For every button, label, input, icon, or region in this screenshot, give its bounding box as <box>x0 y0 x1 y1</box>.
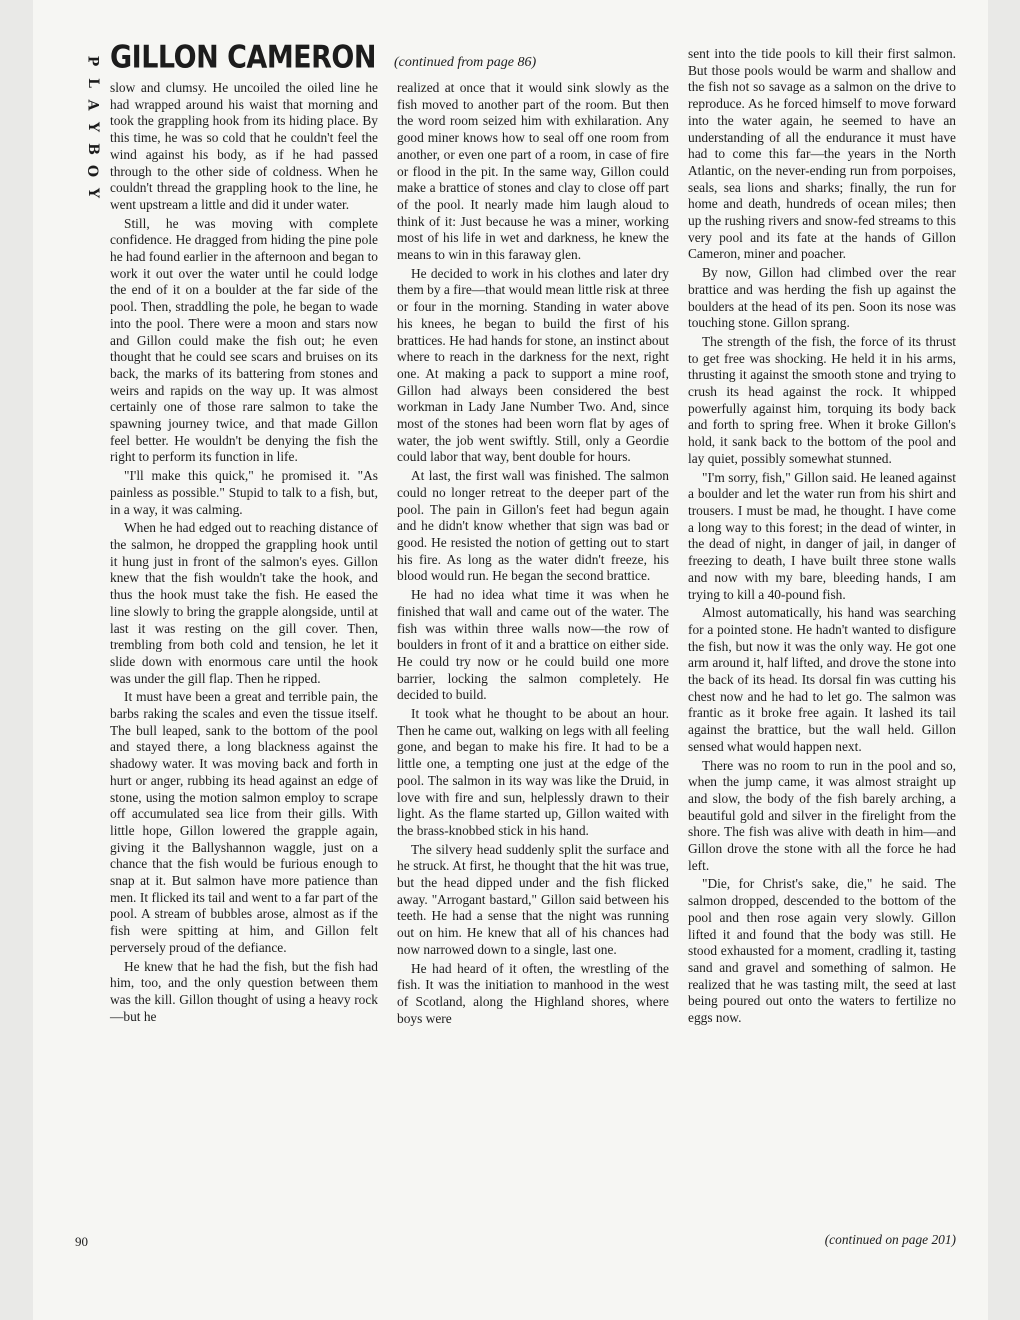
article-title: GILLON CAMERON <box>110 39 376 76</box>
paragraph: Almost automatically, his hand was searching for a pointed stone. He hadn't wanted to disfigure the fish, but now it was the only way. He got one arm around it, half lifted, and drove the stone into the back of its head. Its dorsal fin was cutting his chest now and he had to let go. The salmon was frantic as it broke free again. It lashed its tail against the brattice, but the wall held. Gillon sensed what would happen next. <box>688 605 956 754</box>
masthead-letter: A <box>84 99 101 111</box>
paragraph: There was no room to run in the pool and so, when the jump came, it was almost straight up and slow, the body of the fish barely arching, a beautiful gold and silver in the firelight from the shore. The fish was alive with death in him—and Gillon drove the stone with all the force he had left. <box>688 757 956 873</box>
paragraph: sent into the tide pools to kill their first salmon. But those pools would be warm and shallow and the fish not so savage as a salmon on the drive to reproduce. As he forced himself to move forward into the water again, he seemed to have an understanding of all the endurance it must have had to come this far—the years in the North Atlantic, on the never-ending run from porpoises, seals, sea lions and sharks; finally, the run for home and death, hundreds of ocean miles; then up the rushing rivers and snow-fed streams to this very pool and its fate at the hands of Gillon Cameron, miner and poacher. <box>688 46 956 262</box>
text-column-2 <box>397 80 669 1027</box>
paragraph: It took what he thought to be about an hour. Then he came out, walking on legs with all feeling gone, and began to make his fire. It had to be a little one, a tempting one just at the edge of the pool. The salmon in its way was like the Druid, in love with fire and sun, helplessly drawn to their light. As the flame started up, Gillon waited with the brass-knobbed stick in his hand. <box>397 706 669 838</box>
paragraph: slow and clumsy. He uncoiled the oiled line he had wrapped around his waist that morning and took the grappling hook from its hiding place. By this time, he was so cold that he couldn't feel the wind against his body, as if he had passed through to the other side of coldness. When he couldn't thread the grappling hook to the line, he went upstream a little and did it under water. <box>110 80 378 212</box>
continued-from-note: (continued from page 86) <box>393 55 537 70</box>
paragraph: He decided to work in his clothes and later dry them by a fire—that would mean little risk at three or four in the morning. Standing in water above his knees, he began to build the first of his brattices. He had hands for stone, an instinct about where to reach in the darkness for the next, right one. At making a pack to support a mine roof, Gillon had always been considered the best workman in Lady Jane Number Two. And, since most of the stones had been worn flat by ages of water, the job went swiftly. Still, only a Geordie could labor that way, bent double for hours. <box>397 265 669 465</box>
paragraph: Still, he was moving with complete confidence. He dragged from hiding the pine pole he had found earlier in the afternoon and began to work it out over the water until he could lodge the end of it on a boulder at the far side of the pool. Then, straddling the pole, he began to wade into the pool. There were a moon and stars now and Gillon could make the fish out; he even thought that he could see scars and bruises on its back, the marks of its battering from stones and weirs and rapids on the way up. It was almost certainly one of those rare salmon to take the spawning journey twice, and that made Gillon feel better. He wouldn't be denying the fish the right to perform its function in life. <box>110 215 378 465</box>
paragraph: realized at once that it would sink slowly as the fish moved to another part of the room. But then the word room seized him with exhilaration. Any good miner knows how to seal off one room from another, or even one part of a room, in case of fire or flood in the pit. In the same way, Gillon could make a brattice of stones and clay to close off part of the pool. It nearly made him laugh aloud to think of it: Just because he was a miner, working most of his life in wet and darkness, he knew the means to win in this faraway glen. <box>397 80 669 263</box>
article-header <box>110 39 670 76</box>
masthead-letter: O <box>84 164 101 178</box>
masthead-letter: Y <box>84 122 101 132</box>
paragraph: At last, the first wall was finished. The salmon could no longer retreat to the deeper part of the pool. The pain in Gillon's feet had begun again and he didn't know whether that sign was bad or good. He resisted the notion of getting out to start his fire. As long as the water didn't freeze, his blood would run. He began the second brattice. <box>397 468 669 584</box>
page-number: 90 <box>75 1234 88 1249</box>
text-column-3 <box>688 46 956 1027</box>
paragraph: "I'll make this quick," he promised it. "As painless as possible." Stupid to talk to a fish, but, in a way, it was calming. <box>110 468 378 517</box>
masthead-letter: L <box>84 78 101 88</box>
paragraph: "Die, for Christ's sake, die," he said. The salmon dropped, descended to the bottom of the pool and then rose again very slowly. Gillon lifted it and found that the body was still. He stood exhausted for a moment, cradling it, tasting sand and gravel and something of salmon. He realized that he was tasting milt, the seed at last being poured out onto the waters to fertilize no eggs now. <box>688 876 956 1026</box>
paragraph: When he had edged out to reaching distance of the salmon, he dropped the grappling hook until it hung just in front of the salmon's eyes. Gillon knew that the fish wouldn't take the hook, and thus the hook must take the fish. He eased the line slowly to bring the grapple alongside, until at last it was resting on the gill cover. Then, trembling from both cold and tension, he let it slide down with enormous care until the hook was under the gill flap. Then he ripped. <box>110 520 378 686</box>
continued-on-note: (continued on page 201) <box>824 1232 956 1247</box>
paragraph: He had no idea what time it was when he finished that wall and came out of the water. The fish was within three walls now—the row of boulders in front of it and a brattice on either side. He could try now or he could build one more barrier, locking the salmon completely. He decided to build. <box>397 587 669 703</box>
paragraph: He had heard of it often, the wrestling of the fish. It was the initiation to manhood in the west of Scotland, along the Highland shores, where boys were <box>397 960 669 1026</box>
paragraph: It must have been a great and terrible pain, the barbs raking the scales and even the tissue itself. The bull leaped, sank to the bottom of the pool and stayed there, a long blackness against the shadowy water. It was moving back and forth in hurt or anger, rubbing its head against an edge of stone, using the motion salmon employ to scrape off accumulated sea lice from their gills. With little hope, Gillon lowered the grapple again, giving it the Ballyshannon waggle, just on a chance that the fish would be furious enough to snap at it. But salmon have more patience than men. It flicked its tail and went to a far part of the pool. A stream of bubbles arose, almost as if the fish were spitting at him, and Gillon felt perversely proud of the defiance. <box>110 689 378 955</box>
masthead-letter: Y <box>84 188 101 198</box>
paragraph: He knew that he had the fish, but the fish had him, too, and the only question between them was the kill. Gillon thought of using a heavy rock—but he <box>110 958 378 1024</box>
playboy-masthead <box>75 50 110 204</box>
paragraph: The silvery head suddenly split the surface and he struck. At first, he thought that the hit was true, but the head dipped under and the fish flicked away. "Arrogant bastard," Gillon said between his teeth. He had a sense that the night was running out on him. He knew that all of his chances had now narrowed down to a single, last one. <box>397 841 669 957</box>
masthead-letter: P <box>84 55 101 67</box>
paragraph: By now, Gillon had climbed over the rear brattice and was herding the fish up against the boulders at the head of its pen. Soon its nose was touching stone. Gillon sprang. <box>688 265 956 331</box>
masthead-letter: B <box>84 143 101 155</box>
text-column-1 <box>110 80 378 1025</box>
paragraph: The strength of the fish, the force of its thrust to get free was shocking. He held it in his arms, thrusting it against the smooth stone and trying to crush its head against the rock. It whipped powerfully against him, torquing its body back and forth to spring free. When it broke Gillon's hold, it sank back to the bottom of the pool and lay quiet, possibly somewhat stunned. <box>688 333 956 466</box>
paragraph: "I'm sorry, fish," Gillon said. He leaned against a boulder and let the water run from his shirt and trousers. I must be mad, he thought. I have come a long way to this forest; in the dead of winter, in the dead of night, in danger of jail, in danger of freezing to death, I have built three stone walls and now with my bare, bleeding hands, I am trying to kill a 40-pound fish. <box>688 469 956 602</box>
